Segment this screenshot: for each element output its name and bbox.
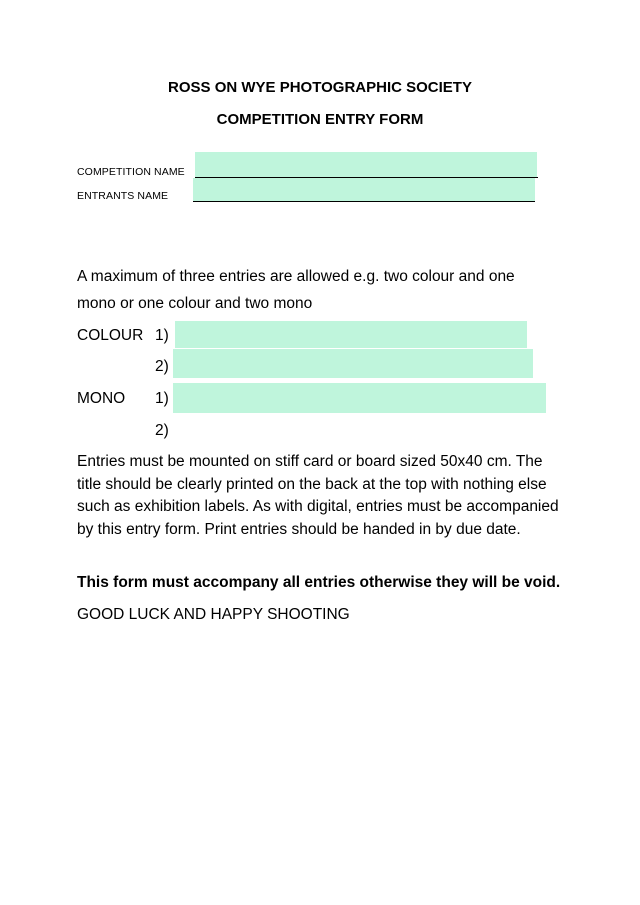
competition-name-field[interactable] <box>195 152 537 178</box>
colour-entry-2-field[interactable] <box>173 349 533 378</box>
instructions-line-2: mono or one colour and two mono <box>77 295 313 312</box>
rules-paragraph: Entries must be mounted on stiff card or board sized 50x40 cm. The title should be clearly printed on the back at the top with nothing else such as exhibition labels. As with digital, entries must be accompanied by this entry form. Print entries should be handed in by due date. <box>77 453 559 538</box>
warning-text: This form must accompany all entries otherwise they will be void. <box>77 574 561 591</box>
closing-text: GOOD LUCK AND HAPPY SHOOTING <box>77 606 350 623</box>
colour-entry-1-field[interactable] <box>175 321 527 348</box>
mono-1-number: 1) <box>155 390 169 407</box>
mono-entry-2-value[interactable] <box>177 422 537 444</box>
society-title: ROSS ON WYE PHOTOGRAPHIC SOCIETY <box>168 79 472 96</box>
colour-1-number: 1) <box>155 327 169 344</box>
colour-2-number: 2) <box>155 358 169 375</box>
form-title: COMPETITION ENTRY FORM <box>216 111 424 128</box>
instructions-line-1: A maximum of three entries are allowed e.g. two colour and one <box>77 268 515 285</box>
mono-2-number: 2) <box>155 422 169 439</box>
mono-entry-1-field[interactable] <box>173 383 546 413</box>
competition-name-label: COMPETITION NAME <box>77 166 185 178</box>
entrants-name-underline <box>193 201 535 202</box>
colour-label: COLOUR <box>77 327 144 344</box>
mono-label: MONO <box>77 390 126 407</box>
entrants-name-label: ENTRANTS NAME <box>77 190 169 202</box>
entrants-name-field[interactable] <box>193 178 535 202</box>
